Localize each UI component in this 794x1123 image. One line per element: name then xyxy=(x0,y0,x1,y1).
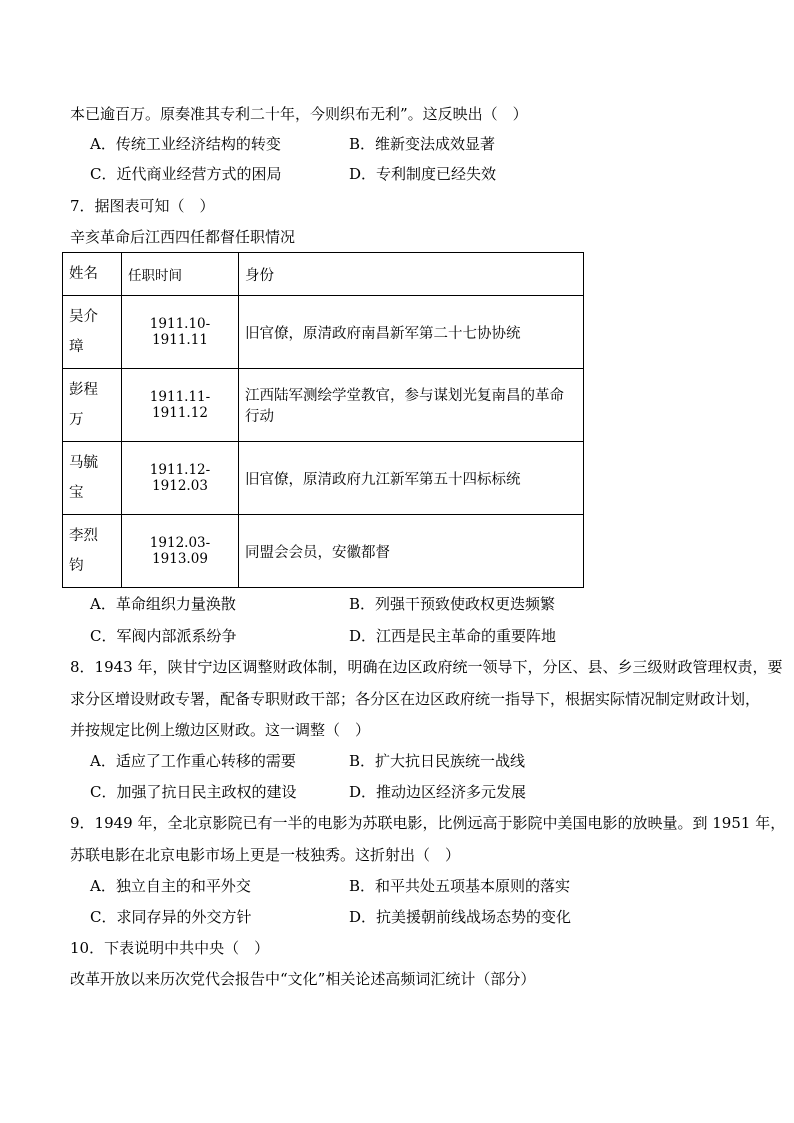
governor-name: 李烈钧 xyxy=(69,528,98,574)
q6-option-b[interactable]: B．维新变法成效显著 xyxy=(349,135,496,153)
q9-option-c[interactable]: C．求同存异的外交方针 xyxy=(90,908,252,926)
governor-identity: 江西陆军测绘学堂教官，参与谋划光复南昌的革命行动 xyxy=(239,369,584,442)
q6-stem-tail: 本已逾百万。原奏准其专利二十年，今则织布无利”。这反映出（ ） xyxy=(70,105,528,123)
q9-stem-line: 苏联电影在北京电影市场上更是一枝独秀。这折射出（ ） xyxy=(70,846,461,864)
table-row xyxy=(63,442,584,515)
governor-term: 1912.03-1913.09 xyxy=(122,515,239,588)
q8-stem-line: 求分区增设财政专署，配备专职财政干部；各分区在边区政府统一指导下，根据实际情况制定财政计划， xyxy=(70,690,761,708)
q10-table-title: 改革开放以来历次党代会报告中“文化”相关论述高频词汇统计（部分） xyxy=(70,970,536,988)
q9-stem-line: 9．1949 年，全北京影院已有一半的电影为苏联电影，比例远高于影院中美国电影的放映量。到 1951 年， xyxy=(70,814,786,832)
governor-identity: 旧官僚，原清政府九江新军第五十四标标统 xyxy=(239,442,584,515)
governor-name: 吴介璋 xyxy=(69,309,98,355)
q9-option-a[interactable]: A．独立自主的和平外交 xyxy=(90,877,251,895)
governor-identity: 同盟会会员，安徽都督 xyxy=(239,515,584,588)
q8-stem-line: 并按规定比例上缴边区财政。这一调整（ ） xyxy=(70,721,371,739)
q7-option-c[interactable]: C．军阀内部派系纷争 xyxy=(90,627,237,645)
governor-term: 1911.12-1912.03 xyxy=(122,442,239,515)
q6-option-a[interactable]: A．传统工业经济结构的转变 xyxy=(90,135,281,153)
header-identity: 身份 xyxy=(239,253,584,296)
q7-option-b[interactable]: B．列强干预致使政权更迭频繁 xyxy=(349,595,556,613)
q9-option-b[interactable]: B．和平共处五项基本原则的落实 xyxy=(349,877,571,895)
q7-stem: 7．据图表可知（ ） xyxy=(70,197,215,215)
q8-option-d[interactable]: D．推动边区经济多元发展 xyxy=(349,783,527,801)
header-term: 任职时间 xyxy=(122,253,239,296)
governor-term: 1911.10-1911.11 xyxy=(122,296,239,369)
governor-term: 1911.11-1911.12 xyxy=(122,369,239,442)
q6-option-d[interactable]: D．专利制度已经失效 xyxy=(349,165,497,183)
q8-option-b[interactable]: B．扩大抗日民族统一战线 xyxy=(349,752,526,770)
q7-table-title: 辛亥革命后江西四任都督任职情况 xyxy=(70,228,296,246)
table-row xyxy=(63,515,584,588)
header-name: 姓名 xyxy=(63,253,122,296)
q8-stem-line: 8．1943 年，陕甘宁边区调整财政体制，明确在边区政府统一领导下，分区、县、乡三级财政管理权责，要 xyxy=(70,658,783,676)
governor-table xyxy=(62,252,584,588)
q8-option-c[interactable]: C．加强了抗日民主政权的建设 xyxy=(90,783,297,801)
q7-option-d[interactable]: D．江西是民主革命的重要阵地 xyxy=(349,627,557,645)
table-row xyxy=(63,369,584,442)
table-header-row xyxy=(63,253,584,296)
q9-option-d[interactable]: D．抗美援朝前线战场态势的变化 xyxy=(349,908,572,926)
q10-stem: 10．下表说明中共中央（ ） xyxy=(70,939,270,957)
governor-name: 马毓宝 xyxy=(69,455,98,501)
q6-option-c[interactable]: C．近代商业经营方式的困局 xyxy=(90,165,282,183)
q7-option-a[interactable]: A．革命组织力量涣散 xyxy=(90,595,236,613)
governor-identity: 旧官僚，原清政府南昌新军第二十七协协统 xyxy=(239,296,584,369)
governor-name: 彭程万 xyxy=(69,382,98,428)
table-row xyxy=(63,296,584,369)
q8-option-a[interactable]: A．适应了工作重心转移的需要 xyxy=(90,752,296,770)
